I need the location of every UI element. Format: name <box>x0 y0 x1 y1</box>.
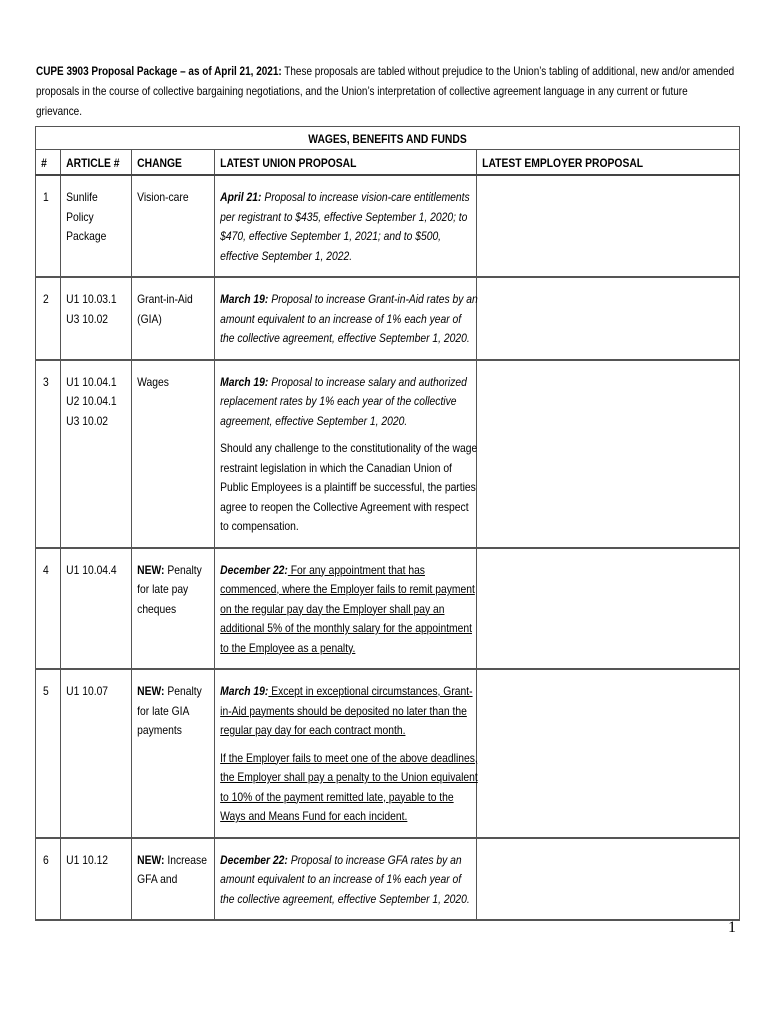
intro-text: These proposals are tabled without prejudice to the Union’s tabling of additional, new and/or amended proposals in the course of collective bargaining negotiations, and the Union’s interpretation of collective agreement language in any current or future grievance. <box>36 65 735 118</box>
article-cell: U1 10.12 <box>61 838 132 921</box>
row-number: 6 <box>36 838 61 921</box>
union-proposal-cell: April 21: Proposal to increase vision-care entitlements per registrant to $435, effective September 1, 2020; to $470, effective September 1, 2021; and to $500, effective September 1, 2022. <box>215 175 477 277</box>
change-cell: Vision-care <box>132 175 215 277</box>
header-employer-proposal: LATEST EMPLOYER PROPOSAL <box>477 150 740 176</box>
table-row <box>36 669 740 838</box>
row-number: 3 <box>36 360 61 548</box>
table-row <box>36 175 740 277</box>
table-row <box>36 548 740 670</box>
article-cell: U1 10.07 <box>61 669 132 838</box>
union-proposal-cell: March 19: Proposal to increase salary and authorized replacement rates by 1% each year of the collective agreement, effective September 1, 2020. Should any challenge to the constitutionality of the wage restraint legislation in which the Canadian Union of Public Employees is a plaintiff be successful, the parties agree to reopen the Collective Agreement with respect to compensation. <box>215 360 477 548</box>
article-cell: U1 10.04.4 <box>61 548 132 670</box>
union-proposal-cell: December 22: For any appointment that has commenced, where the Employer fails to remit payment on the regular pay day the Employer shall pay an additional 5% of the monthly salary for the appointment to the Employee as a penalty. <box>215 548 477 670</box>
employer-proposal-cell <box>477 175 740 277</box>
header-article: ARTICLE # <box>61 150 132 176</box>
proposal-table <box>35 126 740 921</box>
table-banner: WAGES, BENEFITS AND FUNDS <box>36 127 740 150</box>
intro-paragraph <box>36 62 736 122</box>
article-cell: U1 10.03.1 U3 10.02 <box>61 277 132 360</box>
row-number: 4 <box>36 548 61 670</box>
article-cell: Sunlife Policy Package <box>61 175 132 277</box>
page-number: 1 <box>728 919 736 936</box>
employer-proposal-cell <box>477 360 740 548</box>
row-number: 1 <box>36 175 61 277</box>
article-cell: U1 10.04.1 U2 10.04.1 U3 10.02 <box>61 360 132 548</box>
change-cell: NEW: Penalty for late pay cheques <box>132 548 215 670</box>
change-cell: NEW: Penalty for late GIA payments <box>132 669 215 838</box>
intro-title: CUPE 3903 Proposal Package – as of April 21, 2021: <box>36 65 282 78</box>
table-row <box>36 360 740 548</box>
union-proposal-cell: December 22: Proposal to increase GFA rates by an amount equivalent to an increase of 1% each year of the collective agreement, effective September 1, 2020. <box>215 838 477 921</box>
table-row <box>36 838 740 921</box>
header-num: # <box>36 150 61 176</box>
employer-proposal-cell <box>477 548 740 670</box>
proposal-paragraph: If the Employer fails to meet one of the above deadlines, the Employer shall pay a penalty to the Union equivalent to 10% of the payment remitted late, payable to the Ways and Means Fund for each incident. <box>220 750 478 823</box>
change-cell: Wages <box>132 360 215 548</box>
table-row <box>36 277 740 360</box>
union-proposal-cell: March 19: Proposal to increase Grant-in-Aid rates by an amount equivalent to an increase of 1% each year of the collective agreement, effective September 1, 2020. <box>215 277 477 360</box>
header-change: CHANGE <box>132 150 215 176</box>
employer-proposal-cell <box>477 669 740 838</box>
employer-proposal-cell <box>477 277 740 360</box>
change-cell: Grant-in-Aid (GIA) <box>132 277 215 360</box>
row-number: 5 <box>36 669 61 838</box>
header-union-proposal: LATEST UNION PROPOSAL <box>215 150 477 176</box>
union-proposal-cell: March 19: Except in exceptional circumstances, Grant-in-Aid payments should be deposited no later than the regular pay day for each contract month. If the Employer fails to meet one of the above deadlines, the Employer shall pay a penalty to the Union equivalent to 10% of the payment remitted late, payable to the Ways and Means Fund for each incident. <box>215 669 477 838</box>
change-cell: NEW: Increase GFA and <box>132 838 215 921</box>
row-number: 2 <box>36 277 61 360</box>
proposal-paragraph: Should any challenge to the constitutionality of the wage restraint legislation in which the Canadian Union of Public Employees is a plaintiff be successful, the parties agree to reopen the Collective Agreement with respect to compensation. <box>220 441 478 533</box>
employer-proposal-cell <box>477 838 740 921</box>
